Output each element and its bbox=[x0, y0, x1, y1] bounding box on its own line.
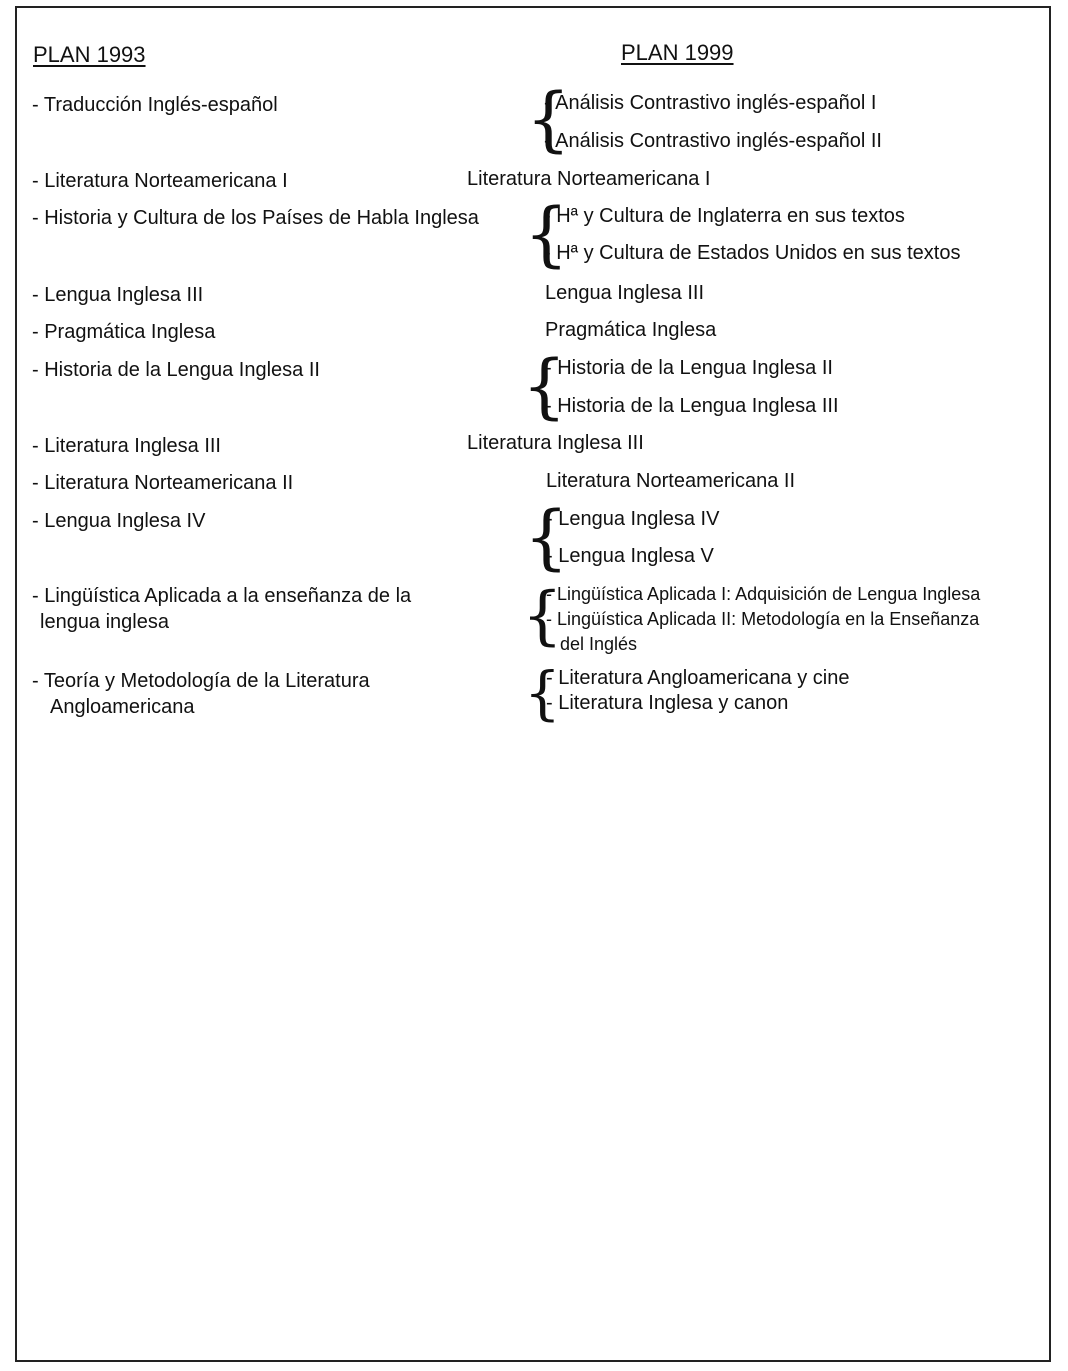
brace-icon: { bbox=[524, 496, 569, 578]
brace-icon: { bbox=[524, 659, 561, 727]
left-item-pragmatica: - Pragmática Inglesa bbox=[32, 321, 216, 343]
right-item-lengua-inglesa-3: Lengua Inglesa III bbox=[545, 282, 705, 304]
left-item-traduccion: - Traducción Inglés-español bbox=[32, 94, 278, 116]
brace-icon: { bbox=[524, 193, 569, 275]
plan-1993-heading: PLAN 1993 bbox=[33, 42, 146, 67]
right-item-ha-cultura-estados-unidos: - Hª y Cultura de Estados Unidos en sus textos bbox=[544, 242, 961, 264]
brace-icon: { bbox=[522, 345, 567, 427]
plan-1999-heading: PLAN 1999 bbox=[621, 40, 734, 65]
right-item-ha-cultura-inglaterra: - Hª y Cultura de Inglaterra en sus textos bbox=[544, 205, 905, 227]
right-item-historia-lengua-2: - Historia de la Lengua Inglesa II bbox=[545, 357, 833, 379]
right-item-linguistica-aplicada-2-cont: del Inglés bbox=[560, 634, 638, 654]
right-item-analisis-contrastivo-2: - Análisis Contrastivo inglés-español II bbox=[544, 130, 882, 152]
left-item-linguistica-aplicada-line1: - Lingüística Aplicada a la enseñanza de la bbox=[32, 585, 412, 607]
left-item-lit-norteamericana-1: - Literatura Norteamericana I bbox=[32, 170, 288, 192]
right-item-lengua-inglesa-5: - Lengua Inglesa V bbox=[546, 545, 714, 567]
left-item-historia-cultura: - Historia y Cultura de los Países de Habla Inglesa bbox=[32, 207, 479, 229]
left-item-teoria-metodologia-line2: Angloamericana bbox=[50, 696, 195, 718]
right-item-lit-inglesa-canon: - Literatura Inglesa y canon bbox=[546, 692, 789, 714]
right-item-historia-lengua-3: - Historia de la Lengua Inglesa III bbox=[545, 395, 839, 417]
right-item-lit-norteamericana-1: Literatura Norteamericana I bbox=[467, 168, 711, 190]
left-item-lit-norteamericana-2: - Literatura Norteamericana II bbox=[32, 472, 294, 494]
left-item-lengua-inglesa-3: - Lengua Inglesa III bbox=[32, 284, 204, 306]
left-item-teoria-metodologia-line1: - Teoría y Metodología de la Literatura bbox=[32, 670, 370, 692]
right-item-lengua-inglesa-4: - Lengua Inglesa IV bbox=[546, 508, 720, 530]
right-item-pragmatica: Pragmática Inglesa bbox=[545, 319, 717, 341]
right-item-lit-inglesa-3: Literatura Inglesa III bbox=[467, 432, 644, 454]
right-item-linguistica-aplicada-1: - Lingüística Aplicada I: Adquisición de Lengua Inglesa bbox=[546, 584, 981, 604]
brace-icon: { bbox=[522, 579, 563, 653]
brace-icon: { bbox=[526, 78, 571, 160]
right-item-lit-angloamericana-cine: - Literatura Angloamericana y cine bbox=[546, 667, 850, 689]
right-item-lit-norteamericana-2: Literatura Norteamericana II bbox=[546, 470, 796, 492]
left-item-historia-lengua-2: - Historia de la Lengua Inglesa II bbox=[32, 359, 320, 381]
left-item-linguistica-aplicada-line2: lengua inglesa bbox=[40, 611, 169, 633]
left-item-lengua-inglesa-4: - Lengua Inglesa IV bbox=[32, 510, 206, 532]
right-item-analisis-contrastivo-1: - Análisis Contrastivo inglés-español I bbox=[544, 92, 877, 114]
right-item-linguistica-aplicada-2: - Lingüística Aplicada II: Metodología en la Enseñanza bbox=[546, 609, 980, 629]
left-item-lit-inglesa-3: - Literatura Inglesa III bbox=[32, 435, 221, 457]
